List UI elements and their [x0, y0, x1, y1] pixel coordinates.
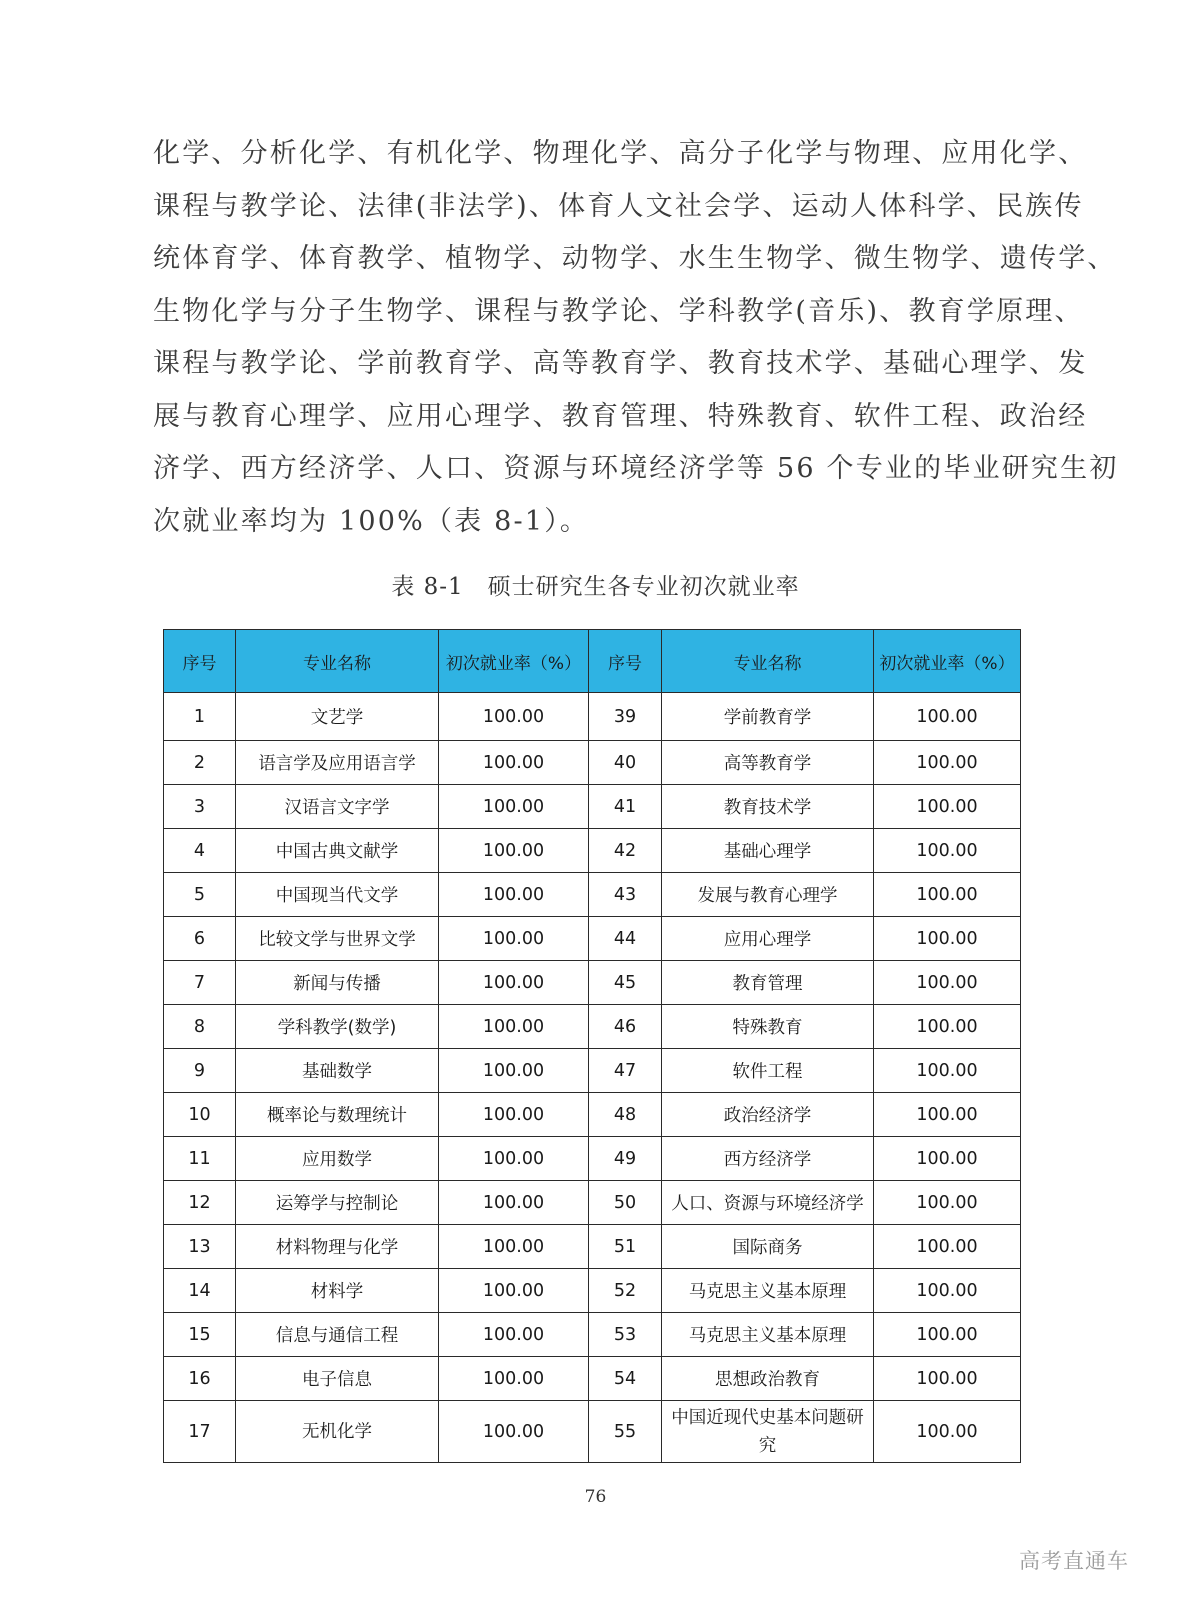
paragraph-line: 统体育学、体育教学、植物学、动物学、水生生物学、微生物学、遗传学、: [153, 243, 1117, 274]
employment-rate-cell: 100.00: [439, 829, 589, 873]
employment-rate-cell: 100.00: [439, 1269, 589, 1313]
employment-rate-cell: 100.00: [439, 1181, 589, 1225]
serial-number-cell: 45: [589, 961, 662, 1005]
table-row: [164, 1049, 1021, 1093]
serial-number-cell: 15: [164, 1313, 236, 1357]
major-name-cell: 比较文学与世界文学: [236, 917, 439, 961]
employment-rate-cell: 100.00: [439, 785, 589, 829]
employment-rate-cell: 100.00: [439, 917, 589, 961]
serial-number-cell: 14: [164, 1269, 236, 1313]
table-row: [164, 1401, 1021, 1463]
major-name-cell: 特殊教育: [662, 1005, 874, 1049]
major-name-cell: 国际商务: [662, 1225, 874, 1269]
serial-number-cell: 54: [589, 1357, 662, 1401]
major-name-cell: 材料物理与化学: [236, 1225, 439, 1269]
employment-rate-cell: 100.00: [874, 1181, 1021, 1225]
employment-rate-table: [163, 629, 1021, 1463]
employment-rate-cell: 100.00: [439, 1225, 589, 1269]
serial-number-cell: 44: [589, 917, 662, 961]
page-number: 76: [584, 1487, 607, 1507]
header-employment-rate: 初次就业率（%）: [439, 630, 589, 693]
major-name-cell: 学前教育学: [662, 693, 874, 741]
employment-rate-cell: 100.00: [874, 1225, 1021, 1269]
employment-rate-cell: 100.00: [874, 1401, 1021, 1463]
table-row: [164, 1005, 1021, 1049]
serial-number-cell: 39: [589, 693, 662, 741]
employment-rate-cell: 100.00: [874, 785, 1021, 829]
serial-number-cell: 47: [589, 1049, 662, 1093]
major-name-cell: 语言学及应用语言学: [236, 741, 439, 785]
serial-number-cell: 7: [164, 961, 236, 1005]
major-name-cell: 材料学: [236, 1269, 439, 1313]
table-row: [164, 829, 1021, 873]
table-header: [164, 630, 1021, 693]
table-row: [164, 1181, 1021, 1225]
major-name-cell: 中国现当代文学: [236, 873, 439, 917]
serial-number-cell: 49: [589, 1137, 662, 1181]
major-name-cell: 马克思主义基本原理: [662, 1313, 874, 1357]
paragraph-line: 化学、分析化学、有机化学、物理化学、高分子化学与物理、应用化学、: [153, 138, 1088, 169]
major-name-cell: 基础数学: [236, 1049, 439, 1093]
table-row: [164, 693, 1021, 741]
paragraph-line: 展与教育心理学、应用心理学、教育管理、特殊教育、软件工程、政治经: [153, 400, 1088, 432]
employment-rate-cell: 100.00: [439, 741, 589, 785]
table-row: [164, 1269, 1021, 1313]
major-name-cell: 新闻与传播: [236, 961, 439, 1005]
table-row: [164, 961, 1021, 1005]
employment-rate-cell: 100.00: [874, 1357, 1021, 1401]
major-name-cell: 基础心理学: [662, 829, 874, 873]
table-row: [164, 1225, 1021, 1269]
major-name-cell: 发展与教育心理学: [662, 873, 874, 917]
paragraph-line: 济学、西方经济学、人口、资源与环境经济学等 56 个专业的毕业研究生初: [153, 453, 1119, 484]
employment-rate-cell: 100.00: [874, 829, 1021, 873]
serial-number-cell: 3: [164, 785, 236, 829]
header-major-name: 专业名称: [236, 630, 439, 693]
serial-number-cell: 6: [164, 917, 236, 961]
employment-rate-cell: 100.00: [439, 1137, 589, 1181]
major-name-cell: 中国近现代史基本问题研究: [662, 1401, 874, 1463]
major-name-cell: 教育管理: [662, 961, 874, 1005]
header-serial-number: 序号: [164, 630, 236, 693]
serial-number-cell: 53: [589, 1313, 662, 1357]
major-name-cell: 汉语言文字学: [236, 785, 439, 829]
serial-number-cell: 13: [164, 1225, 236, 1269]
serial-number-cell: 52: [589, 1269, 662, 1313]
table-caption: 表 8-1 硕士研究生各专业初次就业率: [391, 574, 800, 600]
major-name-cell: 运筹学与控制论: [236, 1181, 439, 1225]
major-name-cell: 高等教育学: [662, 741, 874, 785]
serial-number-cell: 11: [164, 1137, 236, 1181]
major-name-cell: 政治经济学: [662, 1093, 874, 1137]
employment-rate-cell: 100.00: [874, 1005, 1021, 1049]
major-name-cell: 概率论与数理统计: [236, 1093, 439, 1137]
table-row: [164, 1313, 1021, 1357]
table-body: [164, 693, 1021, 1463]
employment-rate-cell: 100.00: [874, 741, 1021, 785]
employment-rate-cell: 100.00: [439, 693, 589, 741]
table-row: [164, 873, 1021, 917]
employment-rate-cell: 100.00: [439, 1005, 589, 1049]
serial-number-cell: 5: [164, 873, 236, 917]
table-row: [164, 741, 1021, 785]
header-employment-rate: 初次就业率（%）: [874, 630, 1021, 693]
serial-number-cell: 10: [164, 1093, 236, 1137]
employment-rate-cell: 100.00: [439, 1313, 589, 1357]
employment-rate-cell: 100.00: [874, 1093, 1021, 1137]
employment-rate-cell: 100.00: [439, 1093, 589, 1137]
employment-rate-cell: 100.00: [439, 1049, 589, 1093]
employment-rate-cell: 100.00: [874, 873, 1021, 917]
major-name-cell: 文艺学: [236, 693, 439, 741]
serial-number-cell: 41: [589, 785, 662, 829]
major-name-cell: 西方经济学: [662, 1137, 874, 1181]
serial-number-cell: 46: [589, 1005, 662, 1049]
serial-number-cell: 4: [164, 829, 236, 873]
serial-number-cell: 42: [589, 829, 662, 873]
paragraph-line: 次就业率均为 100%（表 8-1）。: [153, 505, 590, 537]
major-name-cell: 思想政治教育: [662, 1357, 874, 1401]
employment-rate-cell: 100.00: [439, 1357, 589, 1401]
employment-rate-cell: 100.00: [874, 917, 1021, 961]
major-name-cell: 教育技术学: [662, 785, 874, 829]
employment-rate-cell: 100.00: [874, 1137, 1021, 1181]
serial-number-cell: 55: [589, 1401, 662, 1463]
table-row: [164, 917, 1021, 961]
major-name-cell: 马克思主义基本原理: [662, 1269, 874, 1313]
serial-number-cell: 50: [589, 1181, 662, 1225]
serial-number-cell: 40: [589, 741, 662, 785]
major-name-cell: 人口、资源与环境经济学: [662, 1181, 874, 1225]
paragraph-line: 课程与教学论、学前教育学、高等教育学、教育技术学、基础心理学、发: [153, 348, 1088, 379]
employment-rate-cell: 100.00: [874, 693, 1021, 741]
major-name-cell: 无机化学: [236, 1401, 439, 1463]
paragraph-line: 生物化学与分子生物学、课程与教学论、学科教学(音乐)、教育学原理、: [153, 295, 1084, 327]
table-row: [164, 1093, 1021, 1137]
major-name-cell: 学科教学(数学): [236, 1005, 439, 1049]
table-row: [164, 785, 1021, 829]
body-paragraph: [153, 128, 1119, 548]
header-major-name: 专业名称: [662, 630, 874, 693]
serial-number-cell: 9: [164, 1049, 236, 1093]
serial-number-cell: 12: [164, 1181, 236, 1225]
header-row: [164, 630, 1021, 693]
serial-number-cell: 8: [164, 1005, 236, 1049]
watermark-text: 高考直通车: [1019, 1549, 1129, 1573]
major-name-cell: 软件工程: [662, 1049, 874, 1093]
serial-number-cell: 16: [164, 1357, 236, 1401]
employment-rate-cell: 100.00: [874, 1313, 1021, 1357]
table-row: [164, 1137, 1021, 1181]
paragraph-line: 课程与教学论、法律(非法学)、体育人文社会学、运动人体科学、民族传: [153, 190, 1084, 222]
major-name-cell: 中国古典文献学: [236, 829, 439, 873]
table-row: [164, 1357, 1021, 1401]
employment-rate-cell: 100.00: [874, 1269, 1021, 1313]
employment-rate-cell: 100.00: [439, 1401, 589, 1463]
serial-number-cell: 1: [164, 693, 236, 741]
major-name-cell: 应用心理学: [662, 917, 874, 961]
employment-rate-cell: 100.00: [439, 873, 589, 917]
employment-rate-cell: 100.00: [874, 1049, 1021, 1093]
major-name-cell: 信息与通信工程: [236, 1313, 439, 1357]
serial-number-cell: 51: [589, 1225, 662, 1269]
employment-rate-cell: 100.00: [874, 961, 1021, 1005]
serial-number-cell: 2: [164, 741, 236, 785]
employment-rate-cell: 100.00: [439, 961, 589, 1005]
serial-number-cell: 48: [589, 1093, 662, 1137]
serial-number-cell: 17: [164, 1401, 236, 1463]
header-serial-number: 序号: [589, 630, 662, 693]
serial-number-cell: 43: [589, 873, 662, 917]
major-name-cell: 电子信息: [236, 1357, 439, 1401]
major-name-cell: 应用数学: [236, 1137, 439, 1181]
